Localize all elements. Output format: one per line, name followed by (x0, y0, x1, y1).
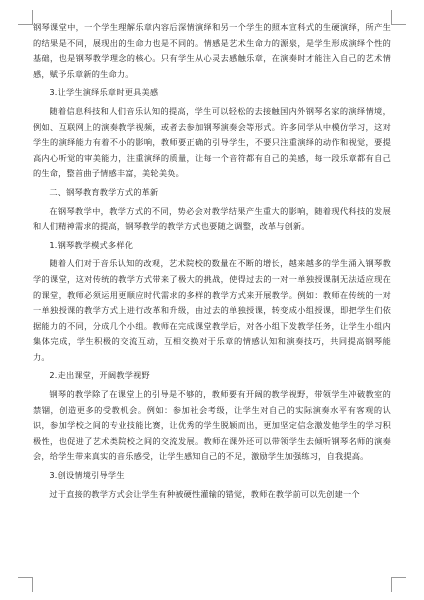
crop-mark-bottom-right (391, 577, 406, 592)
paragraph-beyond-classroom: 钢琴的教学除了在课堂上的引导是不够的，教师要有开阔的教学视野，带领学生冲破教室的禁锢，创造更多的受教机会。例如：参加社会考级，让学生对自己的实际演奏水平有客观的认识，参加学校之间的专业技能比赛，让优秀的学生脱颖而出，更加坚定信念激发他学生的学习积极性，也促进了艺术类院校之间的交流发展。教师在课外还可以带领学生去倾听钢琴名师的演奏会，给学生带来真实的音乐感受，让学生感知自己的不足，激励学生加强练习，自我提高。 (33, 389, 391, 462)
paragraph-emotion: 钢琴课堂中，一个学生理解乐章内容后深情演绎和另一个学生的照本宣科式的生硬演绎，所产生的结果是不同，展现出的生命力也是不同的。情感是艺术生命力的源泉，是学生形成演绎个性的基础，也是钢琴教学理念的核心。只有学生从心灵去感触乐章，在演奏时才能注入自己的艺术情感，赋予乐章新的生命力。 (33, 22, 391, 79)
heading-create-context: 3.创设情境引导学生 (49, 470, 125, 481)
heading-aesthetic: 3.让学生演绎乐章时更具美感 (49, 87, 159, 98)
crop-mark-top-right (391, 10, 406, 25)
heading-beyond-classroom: 2.走出课堂，开阔教学视野 (49, 370, 150, 381)
crop-mark-top-left (18, 10, 33, 25)
paragraph-diverse-modes: 随着人们对于音乐认知的改观，艺术院校的数量在不断的增长，越来越多的学生涌入钢琴教学的课堂，这对传统的教学方式带来了极大的挑战，使得过去的一对一单独授课制无法适应现在的课堂，教师必须运用更顺应时代需求的多样的教学方式来开展教学。例如：教师在传统的一对一单独授课的教学方式上进行改革和升级，由过去的单独授课，转变成小组授课，即把学生们依据能力的不同，分成几个小组。教师在完成课堂教学后，对各小组下发教学任务，让学生小组内集体完成，学生积极的交流互动，互相交换对于乐章的情感认知和演奏技巧，共同提高钢琴能力。 (33, 258, 391, 362)
document-body (33, 20, 391, 598)
paragraph-create-context: 过于直接的教学方式会让学生有种被硬性灌输的错觉，教师在教学前可以先创建一个 (49, 488, 360, 499)
paragraph-aesthetic: 随着信息科技和人们音乐认知的提高，学生可以轻松的去接触国内外钢琴名家的演绎情境，例如、互联网上的演奏教学视频，或者去参加钢琴演奏会等形式。许多同学从中模仿学习，这对学生的演绎能力有着不小的影响，教师要正确的引导学生，不要只注重演绎的动作和视觉，要提高内心听觉的审美能力，注重演绎的质量，让每一个音符都有自己的美感，每一段乐章都有自己的生命，整首曲子情感丰富，美轮美奂。 (33, 105, 391, 179)
heading-teaching-reform: 二、钢琴教育教学方式的革新 (49, 186, 159, 197)
crop-mark-bottom-left (18, 577, 33, 592)
paragraph-teaching-reform: 在钢琴教学中，教学方式的不同，势必会对教学结果产生重大的影响，随着现代科技的发展和人们精神需求的提高，钢琴教学的教学方式也要随之调整，改革与创新。 (33, 205, 391, 232)
heading-diverse-modes: 1.钢琴教学模式多样化 (49, 239, 134, 250)
